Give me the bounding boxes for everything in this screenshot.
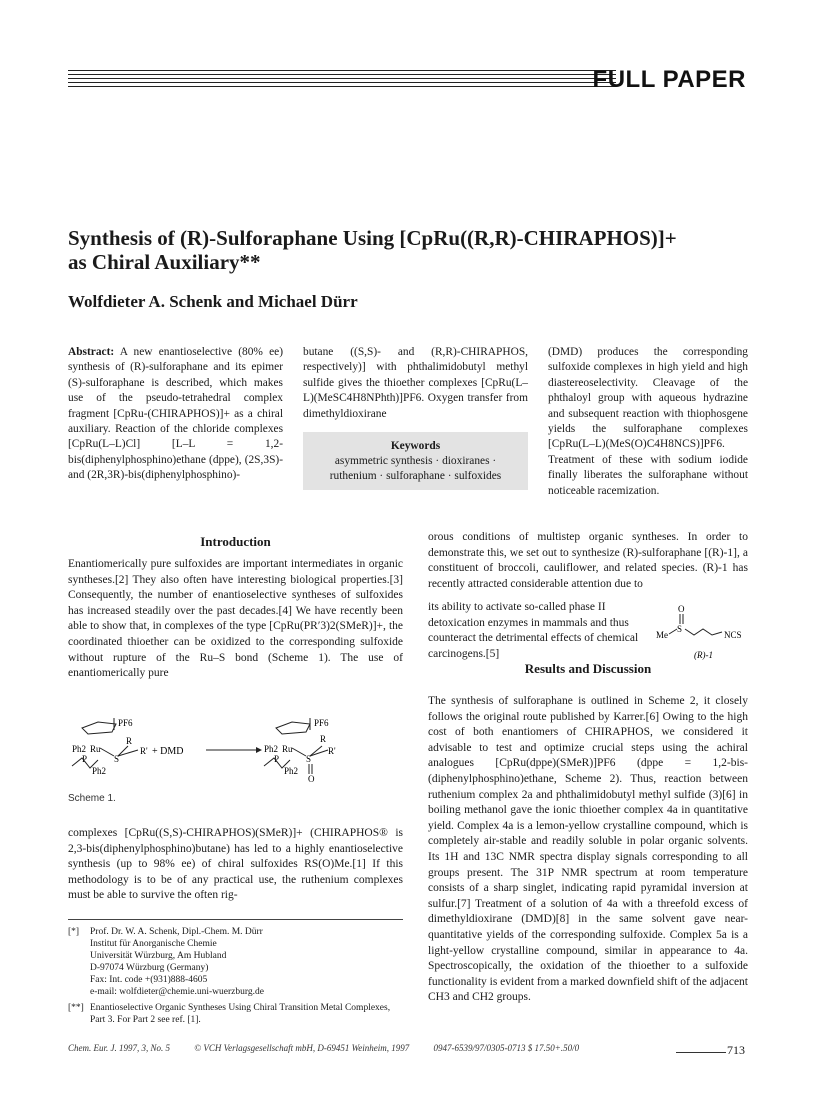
footnote-1-mark: [*] [68, 927, 80, 937]
abstract-label: Abstract: [68, 346, 115, 358]
footnote-2-mark: [**] [68, 1003, 84, 1013]
footnote-1-line: Institut für Anorganische Chemie [90, 939, 217, 949]
footnote-1-line: D-97074 Würzburg (Germany) [90, 963, 209, 973]
sulforaphane-structure [652, 602, 752, 662]
title-line-1: Synthesis of (R)-Sulforaphane Using [CpRu((R,R)-CHIRAPHOS)]+ [68, 226, 677, 250]
s-label-right: S [306, 754, 312, 764]
footer-journal: Chem. Eur. J. 1997, 3, No. 5 [68, 1043, 170, 1053]
scheme-1-caption: Scheme 1. [68, 793, 116, 804]
results-heading: Results and Discussion [524, 661, 652, 676]
abstract-text-1: A new enantioselective (80% ee) synthesis of (R)-sulforaphane and its epimer (S)-sulforaphane is described, which makes use of the pseudo-tetrahedral complex fragment [CpRu-(CHIRAPHOS)]+ as a chiral auxiliary. Reaction of the chloride complexes [CpRu(L–L)Cl] [L–L = 1,2-bis(diphenylphosphino)ethane (dppe), (2S,3S)- and (2R,3R)-bis(diphenylphosphino)- [68, 346, 284, 482]
footnote-rule [68, 919, 403, 920]
keywords-line-2: ruthenium · sulforaphane · sulfoxides [329, 470, 502, 482]
plus-dmd-label: + DMD [152, 746, 184, 757]
mol-o-label: O [678, 604, 685, 614]
footnote-1-line: e-mail: wolfdieter@chemie.uni-wuerzburg.de [90, 987, 264, 997]
pf6-label-right: PF6 [314, 718, 329, 728]
introduction-paragraph-2: complexes [CpRu((S,S)-CHIRAPHOS)(SMeR)]+ (CHIRAPHOS® is 2,3-bis(diphenylphosphino)butane) has led to a highly enantioselective synthesis (up to 98% ee) of chiral sulfoxides RS(O)Me.[1] If this methodology is to be of any practical use, the ruthenium complexes must be able to survive the often rig- [68, 827, 403, 902]
reaction-arrowhead [256, 747, 262, 753]
ph2-label-right-2: Ph2 [284, 766, 299, 776]
footnote-1-line: Prof. Dr. W. A. Schenk, Dipl.-Chem. M. Dürr [90, 927, 263, 937]
header-rules [68, 66, 616, 96]
right-paragraph-1: orous conditions of multistep organic syntheses. In order to demonstrate this, we set out to synthesize (R)-sulforaphane [(R)-1], a constituent of broccoli, cauliflower, and related species. (R)-1 has recently attracted considerable attention due to [428, 531, 748, 590]
ph2-label-left: Ph2 [72, 744, 87, 754]
title-line-2: as Chiral Auxiliary** [68, 250, 261, 274]
ph2-label-right: Ph2 [264, 744, 279, 754]
mol-me-label: Me [656, 630, 668, 640]
r-label-right: R [320, 734, 327, 744]
ru-label-right: Ru [282, 744, 293, 754]
rprime-label-left: R' [140, 746, 148, 756]
keywords-line-1: asymmetric synthesis · dioxiranes · [334, 455, 497, 467]
r-label-left: R [126, 736, 133, 746]
footnote-2 [68, 1002, 403, 1026]
abstract-column-1 [68, 345, 283, 484]
keywords-heading: Keywords [390, 440, 441, 452]
footnote-1 [68, 926, 403, 998]
article-title [68, 226, 748, 274]
abstract-column-3 [548, 345, 748, 499]
footnote-2-line: Part 3. For Part 2 see ref. [1]. [90, 1015, 201, 1025]
mol-ncs-label: NCS [724, 630, 742, 640]
ph2-label-left-2: Ph2 [92, 766, 107, 776]
footer-publisher: © VCH Verlagsgesellschaft mbH, D-69451 Weinheim, 1997 [194, 1043, 410, 1053]
footnote-1-line: Fax: Int. code +(931)888-4605 [90, 975, 208, 985]
ru-label-left: Ru [90, 744, 101, 754]
introduction-paragraph-1: Enantiomerically pure sulfoxides are important intermediates in organic syntheses.[2] They also often have interesting biological properties.[3] Consequently, the number of enantioselective syntheses of sulfoxides has increased steadily over the past decades.[4] We have recently been able to show that, in complexes of the type [CpRu(PR′3)2(SMeR)]+, the coordinated thioether can be oxidized to the corresponding sulfoxide without rupture of the Ru–S bond (Scheme 1). The use of enantiomerically pure [68, 558, 403, 680]
mol-s-label: S [677, 624, 683, 634]
keywords-box [303, 432, 528, 490]
abstract-column-2 [303, 345, 528, 422]
s-label-left: S [114, 754, 120, 764]
authors: Wolfdieter A. Schenk and Michael Dürr [68, 292, 358, 311]
page-number-rule [676, 1052, 726, 1053]
rprime-label-right: R' [328, 746, 336, 756]
o-label-right: O [308, 774, 315, 784]
scheme-1-figure [68, 716, 403, 786]
p-label-right: P [274, 754, 280, 764]
results-paragraph-1: The synthesis of sulforaphane is outlined in Scheme 2, it closely follows the original route published by Karrer.[6] Owing to the high cost of both enantiomers of CHIRAPHOS, we considered it advisable to test and optimize crucial steps using the achiral analogues [CpRu(dppe)(SMeR)]PF6 (dppe = 1,2-bis-(diphenylphosphino)ethane, Scheme 2). Thus, reaction between ruthenium complex 2a and phthalimidobutyl methyl sulfide (3)[6] in boiling methanol gave the ionic thioether complex 4a in quantitative yield. Complex 4a is a lemon-yellow crystalline compound, which is completely air-stable and readily soluble in polar organic solvents. Its 1H and 13C NMR spectra display signals corresponding to all groups present. The 31P NMR spectrum at room temperature consists of a sharp singlet, indicating rapid pyramidal inversion at sulfur.[7] Treatment of a solution of 4a with a threefold excess of dimethyldioxirane (DMD)[8] in the same solvent gave near-quantitative yields of the corresponding sulfoxide. Complex 5a is a light-yellow crystalline compound, similar in appearance to 4a. Spectroscopically, the oxidation of the thioether to a sulfoxide functionality is evident from a marked downfield shift of the adjacent CH3 and CH2 groups. [428, 695, 748, 1004]
p-label-left: P [82, 754, 88, 764]
introduction-heading: Introduction [200, 534, 271, 549]
footnotes [68, 926, 403, 1026]
pf6-label-left: PF6 [118, 718, 133, 728]
right-paragraph-2: its ability to activate so-called phase II detoxication enzymes in mammals and thus counteract the detrimental effects of chemical carcinogens.[5] [428, 601, 639, 660]
cp-ring-right [276, 722, 310, 734]
mol-compound-label: (R)-1 [694, 650, 713, 660]
cp-ring-left [82, 722, 116, 734]
page-number: 713 [727, 1043, 745, 1057]
footnote-2-line: Enantioselective Organic Syntheses Using Chiral Transition Metal Complexes, [90, 1003, 391, 1013]
section-label: FULL PAPER [592, 66, 746, 93]
footer-code: 0947-6539/97/0305-0713 $ 17.50+.50/0 [433, 1043, 580, 1053]
page-footer [68, 1043, 638, 1053]
abstract-text-2: butane ((S,S)- and (R,R)-CHIRAPHOS, respectively)] with phthalimidobutyl methyl sulfide gives the thioether complexes [CpRu(L–L)(MeSC4H8NPhth)]PF6. Oxygen transfer from dimethyldioxirane [303, 346, 528, 420]
footnote-1-line: Universität Würzburg, Am Hubland [90, 951, 227, 961]
abstract-text-3: (DMD) produces the corresponding sulfoxide complexes in high yield and high diastereoselectivity. Cleavage of the phthaloyl group with aqueous hydrazine and subsequent reaction with thiophosgene yields the sulforaphane complexes [CpRu(L–L)(MeS(O)C4H8NCS)]PF6. Treatment of these with sodium iodide finally liberates the sulforaphane without noticeable racemization. [548, 346, 748, 497]
